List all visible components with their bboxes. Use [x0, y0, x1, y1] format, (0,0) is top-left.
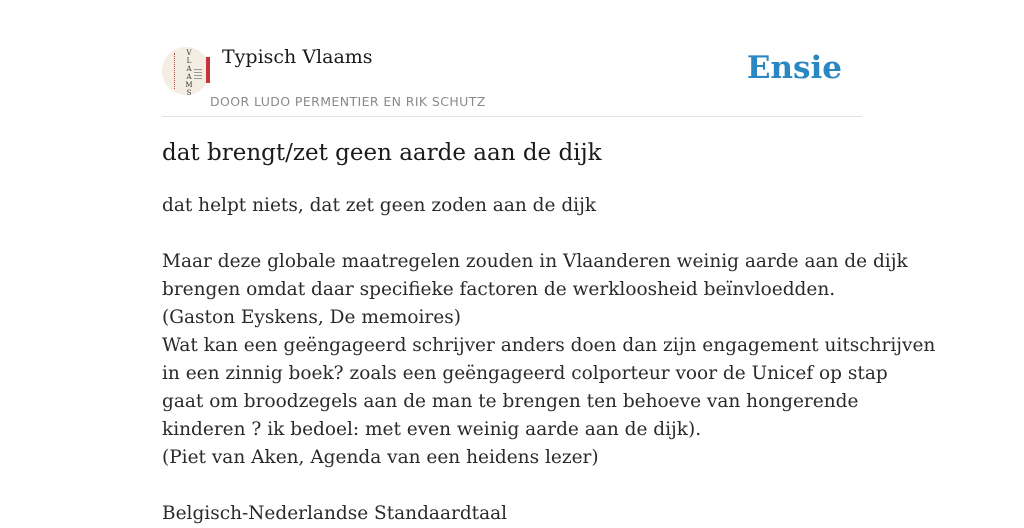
entry-title: dat brengt/zet geen aarde aan de dijk: [162, 140, 602, 166]
quote-source: (Gaston Eyskens, De memoires): [162, 307, 461, 328]
authors-byline: DOOR LUDO PERMENTIER EN RIK SCHUTZ: [210, 94, 486, 109]
book-cover-logo-icon[interactable]: [162, 47, 210, 95]
logo-text-lines: [194, 69, 202, 81]
logo-letters: V L A A M S: [185, 49, 193, 97]
quote-line: gaat om broodzegels aan de man te brengen ten behoeve van hongerende: [162, 391, 859, 412]
header: [162, 44, 862, 117]
quote-line: kinderen ? ik bedoel: met even weinig aarde aan de dijk).: [162, 419, 702, 440]
quote-line: brengen omdat daar specifieke factoren de werkloosheid beïnvloedden.: [162, 279, 836, 300]
quote-line: Wat kan een geëngageerd schrijver anders doen dan zijn engagement uitschrijven: [162, 335, 936, 356]
definition-text: dat helpt niets, dat zet geen zoden aan de dijk: [162, 195, 597, 216]
paragraph-gap: [162, 472, 867, 500]
ensie-brand-link[interactable]: Ensie: [746, 50, 842, 86]
language-note: Belgisch-Nederlandse Standaardtaal: [162, 503, 508, 524]
quote-line: in een zinnig boek? zoals een geëngageerd colporteur voor de Unicef op stap: [162, 363, 888, 384]
logo-dotted-line: [174, 53, 177, 89]
site-title[interactable]: Typisch Vlaams: [222, 46, 373, 68]
quote-line: Maar deze globale maatregelen zouden in Vlaanderen weinig aarde aan de dijk: [162, 251, 908, 272]
logo-red-edge: [206, 57, 210, 83]
entry-content: [162, 192, 936, 528]
quote-source: (Piet van Aken, Agenda van een heidens lezer): [162, 447, 599, 468]
paragraph-gap: [162, 220, 867, 248]
